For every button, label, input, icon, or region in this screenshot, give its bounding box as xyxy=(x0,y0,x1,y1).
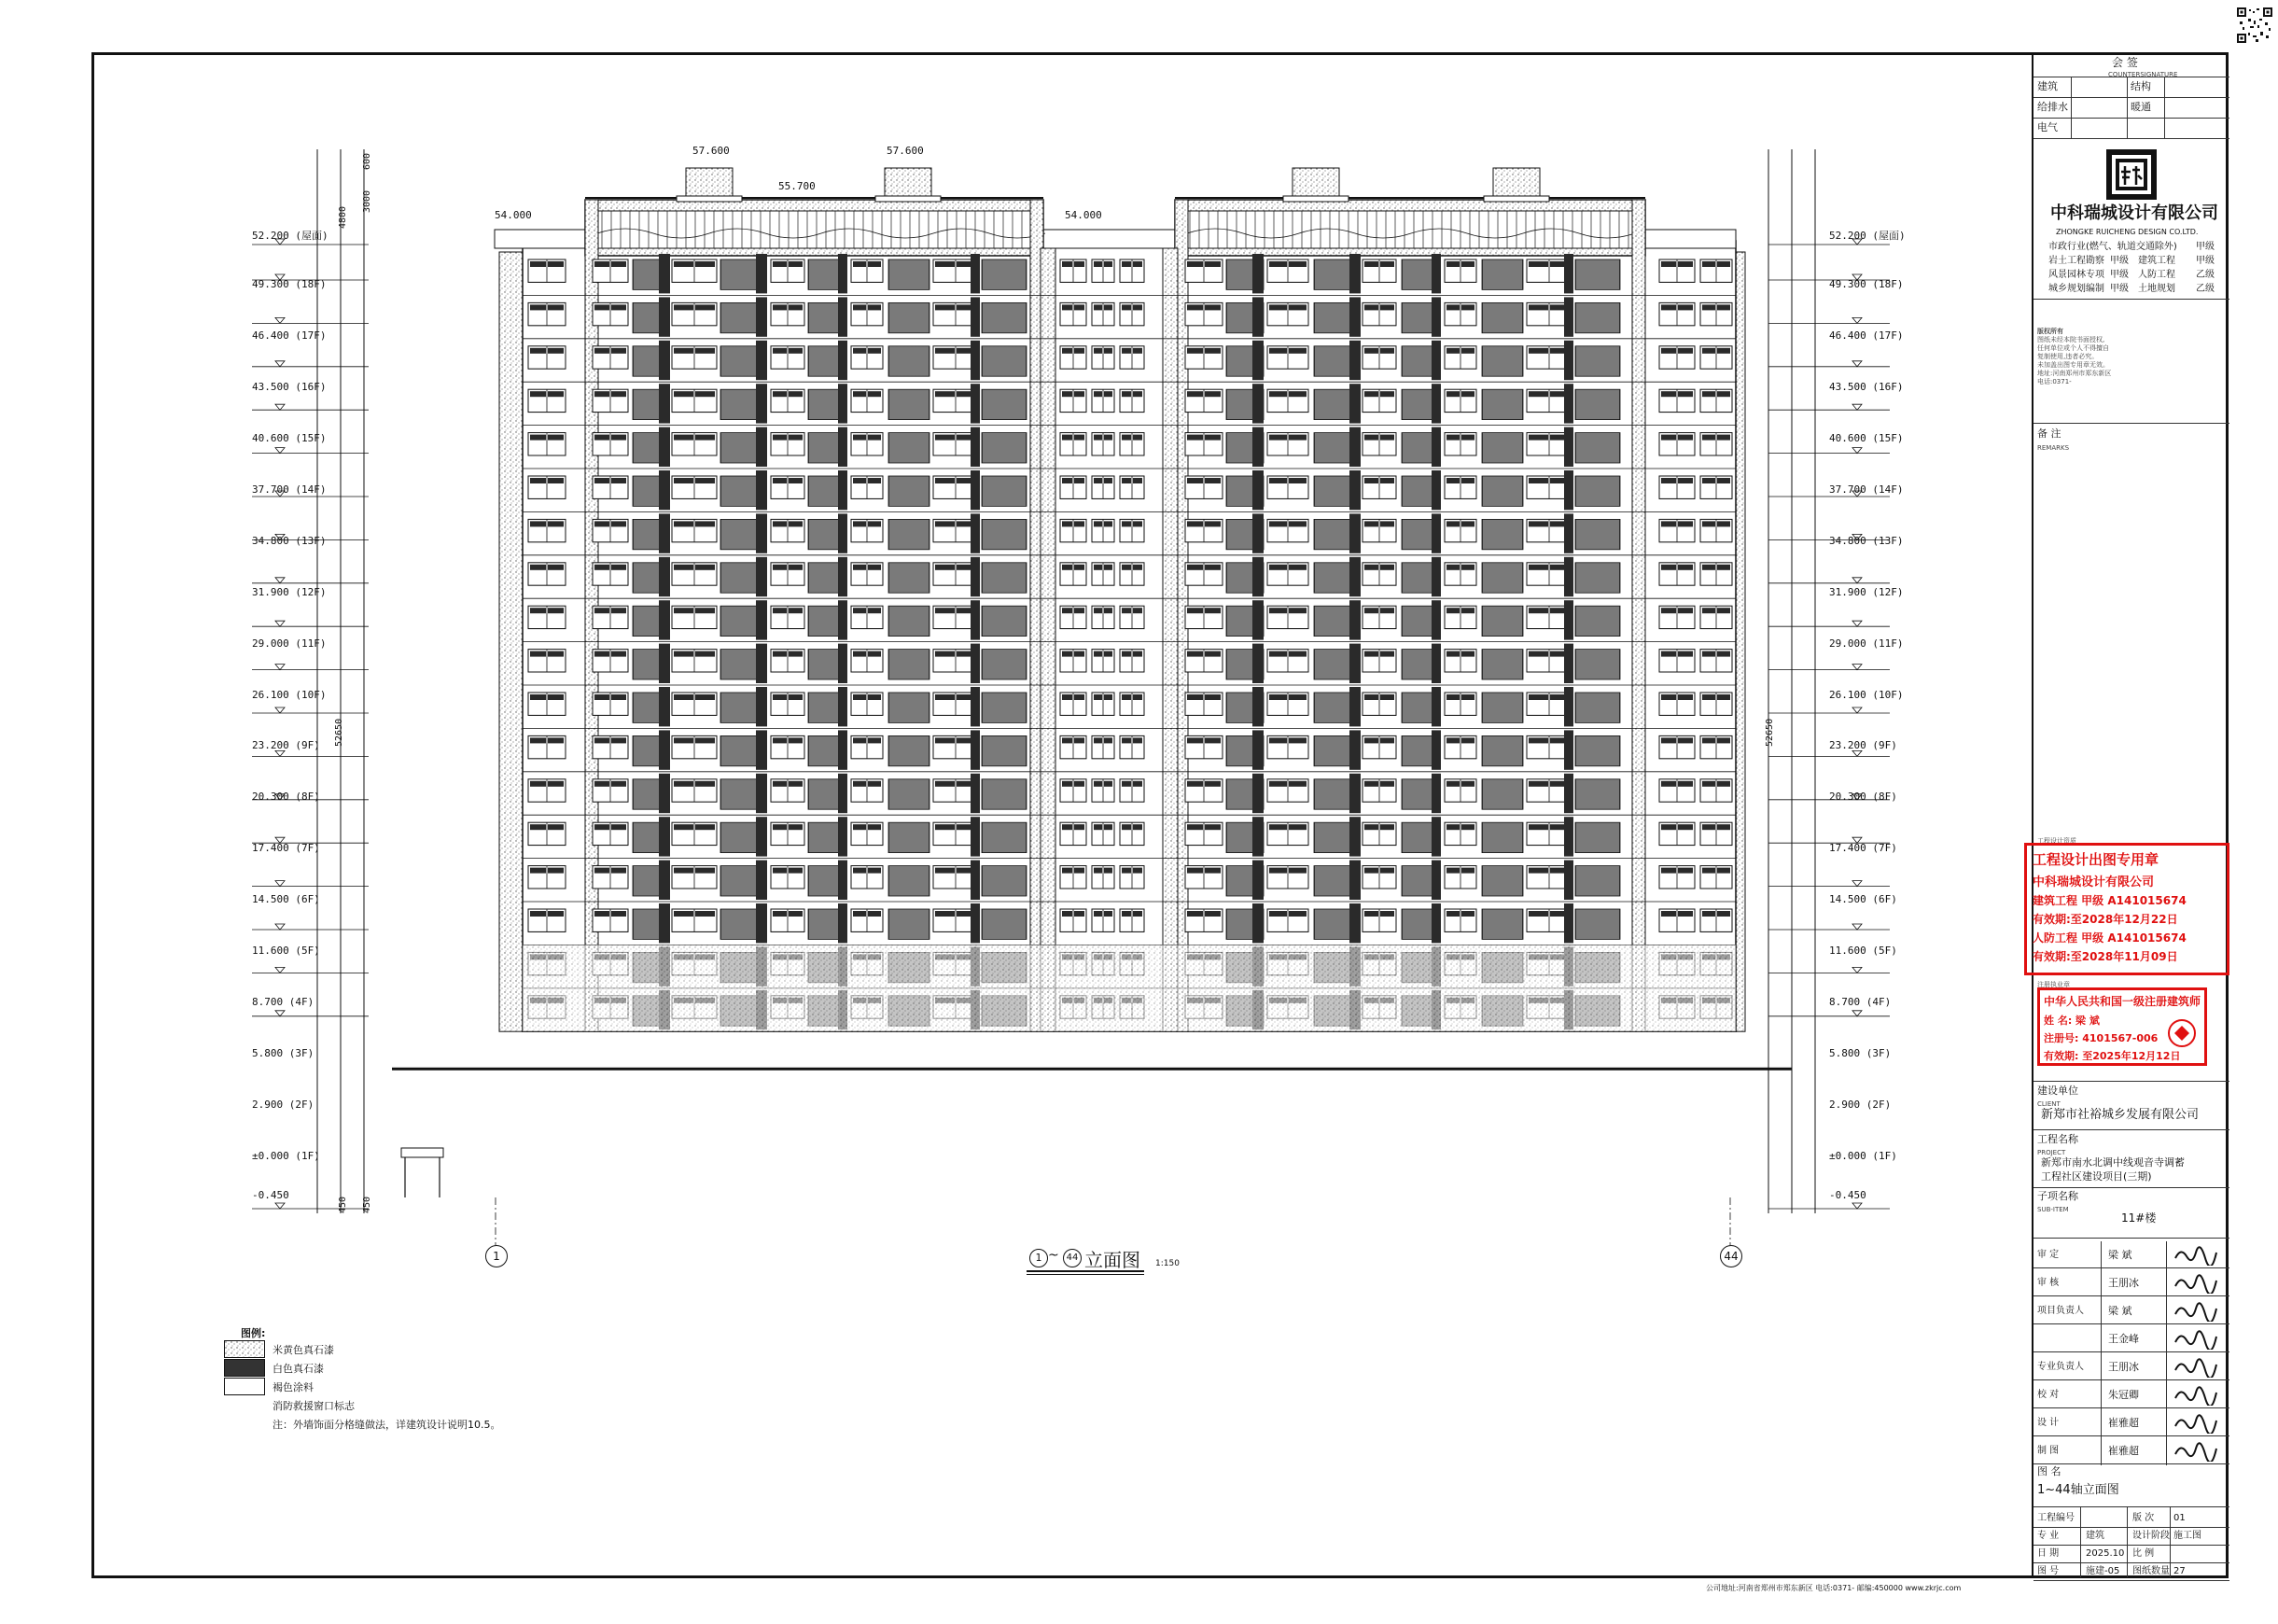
level-label-left: 40.600 (15F) xyxy=(252,431,327,444)
signer-name: 梁 斌 xyxy=(2108,1249,2132,1261)
level-label-right: 43.500 (16F) xyxy=(1829,380,1904,393)
countersign-title: 会 签 xyxy=(2112,56,2138,69)
level-top-b: 57.600 xyxy=(887,145,924,157)
top-dim-2: 3000 xyxy=(362,189,372,213)
signature-icon xyxy=(2173,1329,2220,1350)
cs-elec-label: 电气 xyxy=(2037,121,2058,133)
top-dim-1: 600 xyxy=(362,152,372,170)
qual-3a: 风景园林专项 xyxy=(2048,270,2104,280)
level-label-right: 46.400 (17F) xyxy=(1829,329,1904,342)
title-axis-right: 44 xyxy=(1063,1249,1082,1267)
title-block xyxy=(2032,54,2229,1577)
level-label-right: 31.900 (12F) xyxy=(1829,585,1904,598)
meta-cell: 图纸数量 xyxy=(2132,1566,2170,1576)
signature-icon xyxy=(2173,1441,2220,1462)
seal1-line3: 人防工程 甲级 A141015674 xyxy=(2033,931,2187,945)
meta-cell: 施工图 xyxy=(2173,1531,2201,1541)
signer-name: 梁 斌 xyxy=(2108,1305,2132,1317)
level-label-left: 2.900 (2F) xyxy=(252,1099,314,1112)
meta-cell: 2025.10 xyxy=(2086,1548,2125,1559)
legend-label-rescue-window: 消防救援窗口标志 xyxy=(273,1400,355,1412)
seal2-label: 注册执业章 xyxy=(2037,981,2070,988)
client-name: 新郑市社裕城乡发展有限公司 xyxy=(2041,1108,2200,1122)
signer-name: 朱冠卿 xyxy=(2108,1389,2139,1401)
client-sub: CLIENT xyxy=(2037,1100,2061,1108)
level-top-a: 57.600 xyxy=(692,145,730,157)
footer-address: 公司地址:河南省郑州市郑东新区 电话:0371- 邮编:450000 www.zkrjc.com xyxy=(1706,1584,1962,1592)
level-label-right: 20.300 (8F) xyxy=(1829,791,1897,804)
signature-icon xyxy=(2173,1413,2220,1434)
level-label-left: 20.300 (8F) xyxy=(252,791,320,804)
signer-role: 专业负责人 xyxy=(2037,1362,2084,1372)
drawing-name-label: 图 名 xyxy=(2037,1465,2061,1477)
level-label-right: 2.900 (2F) xyxy=(1829,1099,1892,1112)
copyright-line-5: 地址:河南郑州市郑东新区 xyxy=(2037,370,2112,377)
design-seal-stamp xyxy=(2024,843,2229,975)
copyright-line-6: 电话:0371- xyxy=(2037,378,2072,385)
signer-role: 制 图 xyxy=(2037,1446,2060,1456)
meta-cell: 版 次 xyxy=(2132,1513,2155,1523)
signer-name: 王朋冰 xyxy=(2108,1361,2139,1373)
drawing-scale: 1:150 xyxy=(1155,1259,1180,1268)
qual-grade-1: 甲级 xyxy=(2196,242,2215,252)
seal1-line1: 建筑工程 甲级 A141015674 xyxy=(2033,894,2187,907)
meta-cell: 比 例 xyxy=(2132,1548,2155,1559)
level-label-left: 14.500 (6F) xyxy=(252,893,320,906)
seal2-valid: 有效期: 至2025年12月12日 xyxy=(2044,1050,2181,1062)
level-label-left: 43.500 (16F) xyxy=(252,380,327,393)
meta-cell: 专 业 xyxy=(2037,1531,2060,1541)
level-parapet-left: 54.000 xyxy=(495,209,532,221)
level-label-right: ±0.000 (1F) xyxy=(1829,1150,1897,1162)
level-label-left: -0.450 xyxy=(252,1189,289,1201)
level-label-left: 49.300 (18F) xyxy=(252,278,327,290)
qr-code-icon xyxy=(2237,7,2272,43)
signer-name: 崔雅超 xyxy=(2108,1417,2139,1429)
level-label-left: 17.400 (7F) xyxy=(252,842,320,855)
subitem-sub: SUB-ITEM xyxy=(2037,1206,2069,1213)
seal1-label: 工程设计资质 xyxy=(2037,837,2076,845)
drawing-title: 立面图 xyxy=(1084,1249,1140,1271)
meta-cell: 建筑 xyxy=(2086,1531,2104,1541)
signer-role: 设 计 xyxy=(2037,1418,2060,1428)
qual-2b: 甲级 xyxy=(2110,256,2129,266)
level-ridge: 55.700 xyxy=(778,180,816,192)
level-label-right: 37.700 (14F) xyxy=(1829,483,1904,496)
qual-4b: 甲级 xyxy=(2110,284,2129,294)
seal2-title: 中华人民共和国一级注册建筑师 xyxy=(2044,995,2201,1008)
company-name-en: ZHONGKE RUICHENG DESIGN CO.LTD. xyxy=(2056,228,2199,236)
seal1-line4: 有效期:至2028年11月09日 xyxy=(2033,950,2178,963)
level-label-left: 26.100 (10F) xyxy=(252,688,327,701)
project-sub: PROJECT xyxy=(2037,1149,2066,1156)
legend-label-beige: 米黄色真石漆 xyxy=(273,1344,334,1356)
legend-swatch-white-stone xyxy=(224,1359,265,1377)
remarks-sub: REMARKS xyxy=(2037,444,2070,452)
company-logo-icon xyxy=(2106,149,2157,200)
qual-3c: 人防工程 xyxy=(2138,270,2175,280)
signer-role: 审 核 xyxy=(2037,1278,2060,1288)
signer-role: 审 定 xyxy=(2037,1250,2060,1260)
seal1-company: 中科瑞城设计有限公司 xyxy=(2033,875,2155,889)
project-label: 工程名称 xyxy=(2037,1133,2078,1145)
seal1-title: 工程设计出图专用章 xyxy=(2033,851,2159,868)
client-label: 建设单位 xyxy=(2037,1085,2078,1097)
meta-cell: 图 号 xyxy=(2037,1566,2060,1576)
copyright-line-2: 任何单位或个人不得擅自 xyxy=(2037,344,2109,352)
legend-heading: 图例: xyxy=(241,1327,266,1339)
cs-struct-label: 结构 xyxy=(2131,80,2151,92)
qual-3b: 甲级 xyxy=(2110,270,2129,280)
signer-role: 校 对 xyxy=(2037,1390,2060,1400)
title-underline xyxy=(1027,1270,1144,1272)
axis-bubble-right: 44 xyxy=(1720,1245,1742,1267)
seal2-reg: 注册号: 4101567-006 xyxy=(2044,1032,2159,1044)
signature-icon xyxy=(2173,1357,2220,1378)
cs-arch-label: 建筑 xyxy=(2037,80,2058,92)
meta-cell: 设计阶段 xyxy=(2132,1531,2170,1541)
qual-3d: 乙级 xyxy=(2196,270,2215,280)
qual-2d: 甲级 xyxy=(2196,256,2215,266)
seal-emblem-icon xyxy=(2167,1018,2197,1048)
meta-cell: 01 xyxy=(2173,1513,2186,1523)
project-name-2: 工程社区建设项目(三期) xyxy=(2041,1170,2152,1183)
seal1-line2: 有效期:至2028年12月22日 xyxy=(2033,913,2178,926)
qual-line-1: 市政行业(燃气、轨道交通除外) xyxy=(2048,242,2177,252)
level-label-left: 46.400 (17F) xyxy=(252,329,327,342)
level-label-right: 49.300 (18F) xyxy=(1829,278,1904,290)
level-label-left: 31.900 (12F) xyxy=(252,585,327,598)
level-label-right: 17.400 (7F) xyxy=(1829,842,1897,855)
total-height-dim-right: 52650 xyxy=(1765,718,1775,747)
level-label-left: 8.700 (4F) xyxy=(252,996,314,1009)
level-label-right: 26.100 (10F) xyxy=(1829,688,1904,701)
seal2-name: 姓 名: 梁 斌 xyxy=(2044,1015,2100,1027)
level-label-left: 29.000 (11F) xyxy=(252,637,327,650)
qual-4c: 土地规划 xyxy=(2138,284,2175,294)
base-dim-2: 450 xyxy=(362,1196,372,1213)
signer-name: 王朋冰 xyxy=(2108,1277,2139,1289)
qual-4d: 乙级 xyxy=(2196,284,2215,294)
top-dim-3: 4800 xyxy=(338,205,348,229)
signature-icon xyxy=(2173,1385,2220,1406)
countersign-sub: COUNTERSIGNATURE xyxy=(2108,71,2178,78)
legend-swatch-brown xyxy=(224,1378,265,1395)
meta-cell: 日 期 xyxy=(2037,1548,2060,1559)
project-name-1: 新郑市南水北调中线观音寺调蓄 xyxy=(2041,1156,2185,1169)
copyright-line-1: 图纸未经本院书面授权, xyxy=(2037,336,2105,343)
legend-note: 注：外墙饰面分格缝做法，详建筑设计说明10.5。 xyxy=(273,1419,501,1431)
signature-icon xyxy=(2173,1245,2220,1266)
legend-swatch-beige xyxy=(224,1340,265,1358)
level-label-right: 14.500 (6F) xyxy=(1829,893,1897,906)
level-label-right: 8.700 (4F) xyxy=(1829,996,1892,1009)
architect-seal-stamp xyxy=(2037,987,2207,1066)
meta-cell: 工程编号 xyxy=(2037,1513,2075,1523)
level-label-right: 52.200 (屋面) xyxy=(1829,230,1906,242)
copyright-line-4: 未加盖出图专用章无效。 xyxy=(2037,361,2109,369)
company-name: 中科瑞城设计有限公司 xyxy=(2050,203,2218,223)
signature-icon xyxy=(2173,1273,2220,1294)
level-label-left: 5.800 (3F) xyxy=(252,1047,314,1060)
level-parapet-center: 54.000 xyxy=(1065,209,1102,221)
signature-icon xyxy=(2173,1301,2220,1322)
signer-name: 王金峰 xyxy=(2108,1333,2139,1345)
total-height-dim-left: 52650 xyxy=(334,718,344,747)
legend-label-brown: 褐色涂料 xyxy=(273,1381,314,1393)
meta-cell: 施建-05 xyxy=(2086,1566,2120,1576)
level-label-right: -0.450 xyxy=(1829,1189,1866,1201)
qual-4a: 城乡规划编制 xyxy=(2048,284,2104,294)
level-label-right: 40.600 (15F) xyxy=(1829,431,1904,444)
base-dim-1: 450 xyxy=(338,1196,348,1213)
level-label-left: 11.600 (5F) xyxy=(252,945,320,958)
level-label-left: 37.700 (14F) xyxy=(252,483,327,496)
qual-2c: 建筑工程 xyxy=(2138,256,2175,266)
signer-role: 项目负责人 xyxy=(2037,1306,2084,1316)
cs-plumb-label: 给排水 xyxy=(2037,101,2068,113)
copyright-line-3: 复制使用,违者必究。 xyxy=(2037,353,2099,360)
cs-hvac-label: 暖通 xyxy=(2131,101,2151,113)
level-label-left: 34.800 (13F) xyxy=(252,534,327,547)
legend-label-white-stone: 白色真石漆 xyxy=(273,1363,324,1375)
axis-bubble-left: 1 xyxy=(485,1245,508,1267)
meta-cell: 27 xyxy=(2173,1566,2186,1576)
drawing-name: 1~44轴立面图 xyxy=(2037,1483,2119,1497)
copyright-heading: 版权所有 xyxy=(2037,328,2063,335)
level-label-right: 23.200 (9F) xyxy=(1829,739,1897,752)
remarks-label: 备 注 xyxy=(2037,427,2061,440)
subitem-name: 11#楼 xyxy=(2121,1211,2157,1225)
title-underline-2 xyxy=(1027,1274,1144,1275)
level-label-right: 34.800 (13F) xyxy=(1829,534,1904,547)
level-label-left: 23.200 (9F) xyxy=(252,739,320,752)
title-tilde: ~ xyxy=(1048,1248,1059,1263)
level-label-right: 5.800 (3F) xyxy=(1829,1047,1892,1060)
qual-2a: 岩土工程勘察 xyxy=(2048,256,2104,266)
level-label-right: 11.600 (5F) xyxy=(1829,945,1897,958)
title-axis-left: 1 xyxy=(1029,1249,1048,1267)
level-label-right: 29.000 (11F) xyxy=(1829,637,1904,650)
signer-name: 崔雅超 xyxy=(2108,1445,2139,1457)
level-label-left: 52.200 (屋面) xyxy=(252,230,328,242)
level-label-left: ±0.000 (1F) xyxy=(252,1150,320,1162)
subitem-label: 子项名称 xyxy=(2037,1190,2078,1202)
